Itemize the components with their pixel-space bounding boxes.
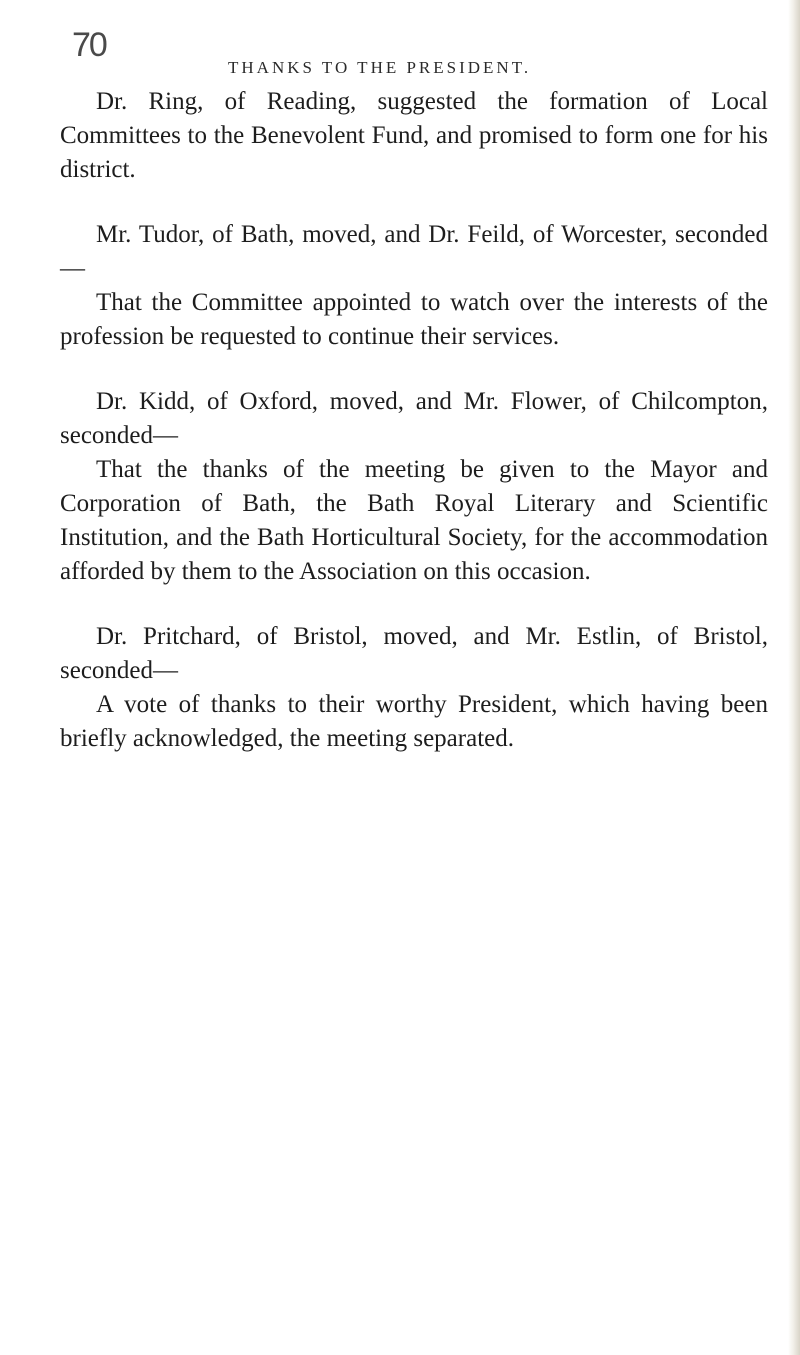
paragraph-text: Dr. Ring, of Reading, suggested the formation of Local Committees to the Benevolent Fund, and promised to form one for his district. xyxy=(60,88,768,183)
motion-text: Mr. Tudor, of Bath, moved, and Dr. Feild, of Worcester, seconded— xyxy=(60,221,768,282)
paragraph-pritchard-motion xyxy=(60,620,768,756)
paragraph-ring-reading xyxy=(60,85,768,187)
motion-text: Dr. Pritchard, of Bristol, moved, and Mr. Estlin, of Bristol, seconded— xyxy=(60,623,768,684)
page-edge-shadow xyxy=(788,0,800,1355)
resolution-text: A vote of thanks to their worthy President, which having been briefly acknowledged, the meeting separated. xyxy=(60,691,768,752)
running-head: THANKS TO THE PRESIDENT. xyxy=(228,58,532,77)
page-body xyxy=(60,85,768,787)
resolution-text: That the thanks of the meeting be given to the Mayor and Corporation of Bath, the Bath Royal Literary and Scientific Institution, and the Bath Horticultural Society, for the accommodation afforded by them to the Association on this occasion. xyxy=(60,456,768,585)
resolution-text: That the Committee appointed to watch over the interests of the profession be requested to continue their services. xyxy=(60,289,768,350)
page-number: 70 xyxy=(72,26,106,64)
paragraph-kidd-motion xyxy=(60,385,768,589)
motion-text: Dr. Kidd, of Oxford, moved, and Mr. Flower, of Chilcompton, seconded— xyxy=(60,388,768,449)
paragraph-tudor-motion xyxy=(60,218,768,354)
page-header xyxy=(72,28,692,78)
